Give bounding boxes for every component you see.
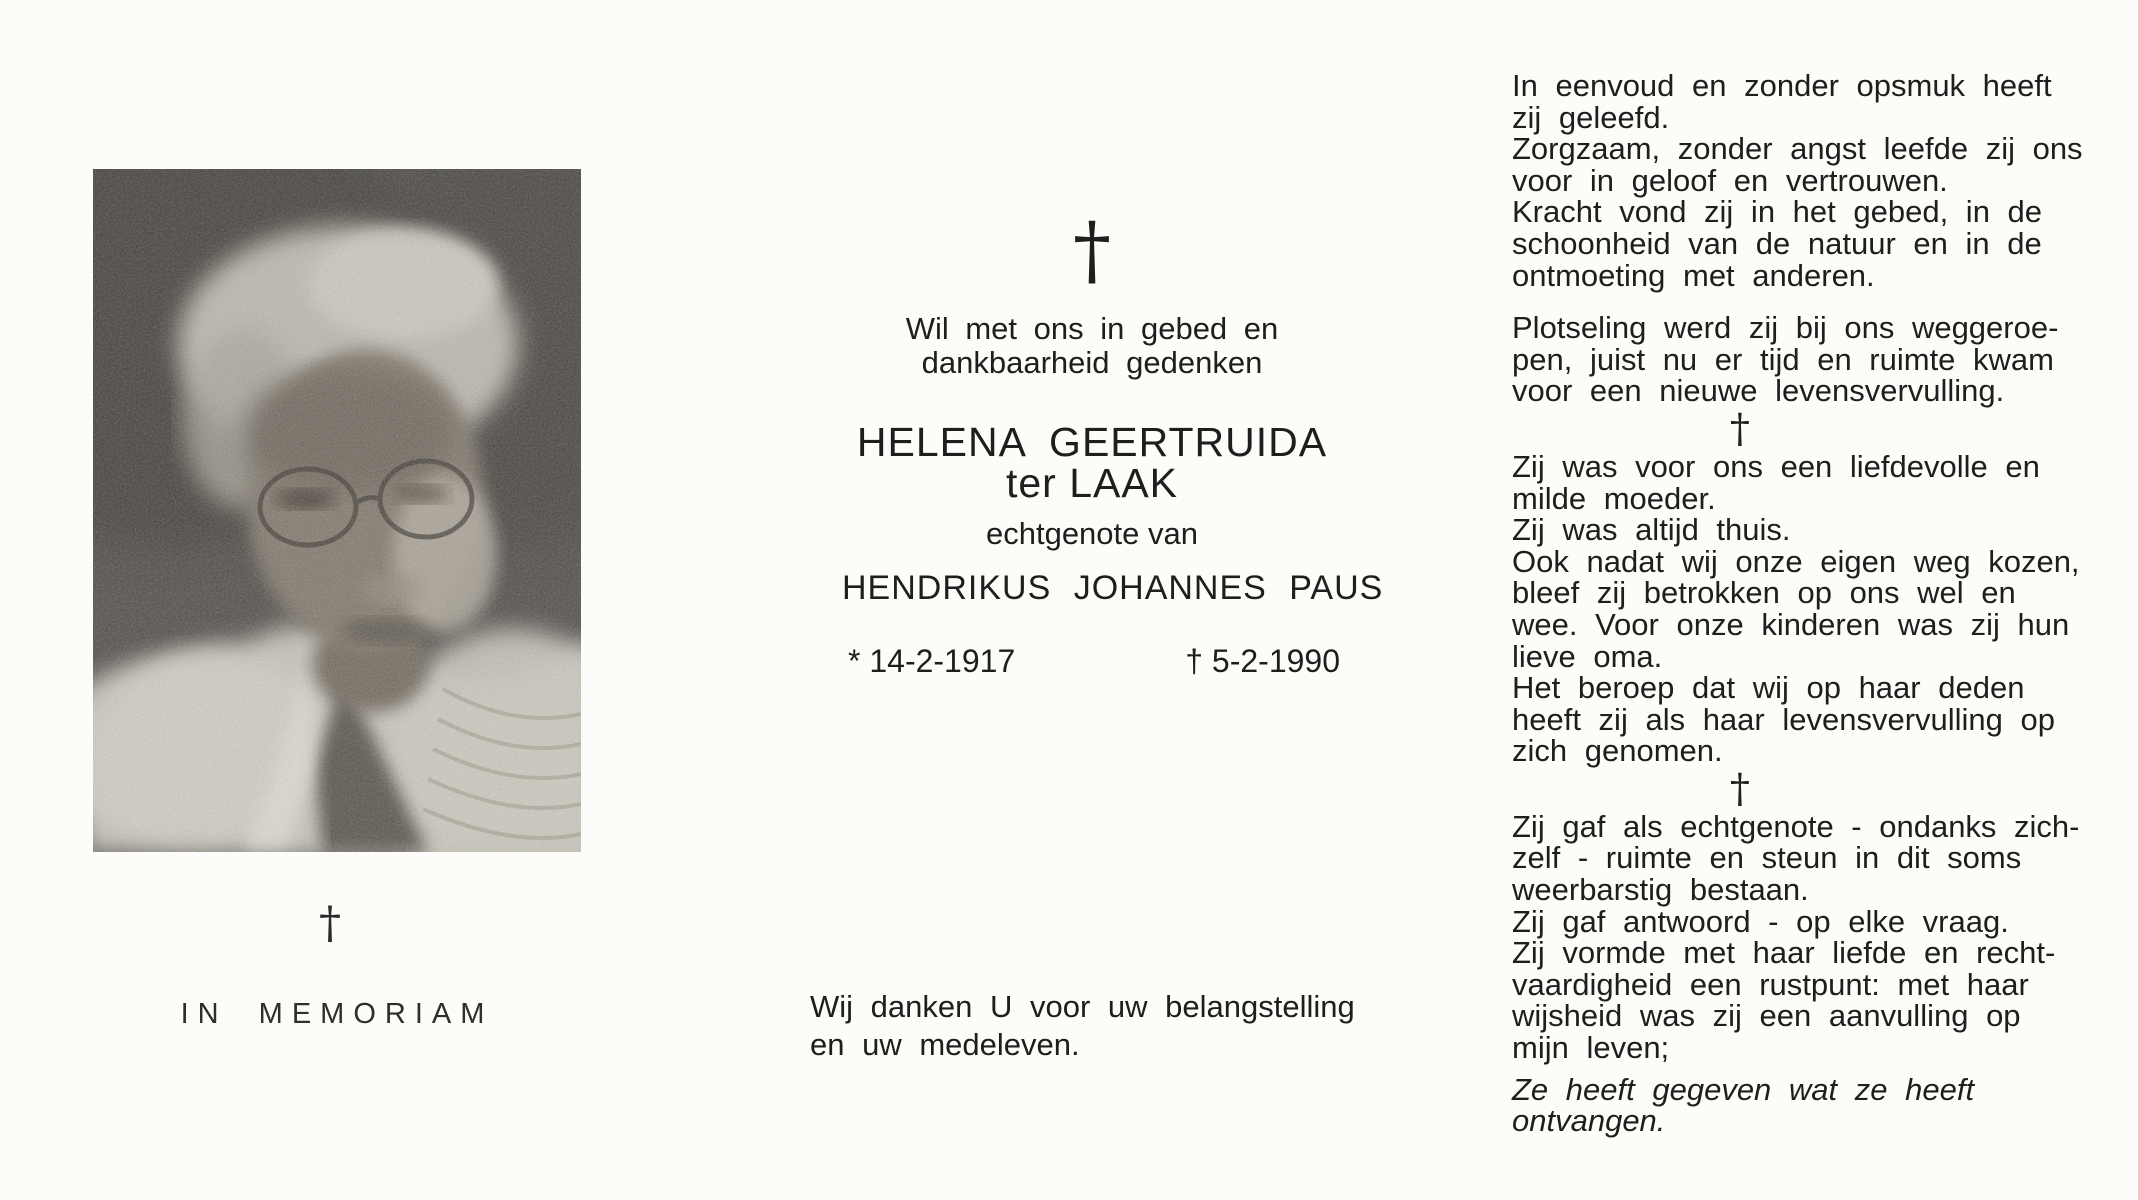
portrait-photo-graphic [93, 169, 581, 852]
paragraph [1512, 808, 2080, 1066]
death-date: † 5-2-1990 [1185, 643, 1340, 679]
text-line: Zij gaf antwoord - op elke vraag. [1512, 903, 2009, 939]
paragraph [1512, 1071, 2042, 1139]
invitation-line-1: Wil met ons in gebed en [905, 311, 1279, 346]
prayer-cross-icon: † [1073, 205, 1111, 294]
deceased-name-line-1: HELENA GEERTRUIDA [856, 419, 1328, 465]
thanks-line-1: Wij danken U voor uw belangstelling [810, 989, 1355, 1024]
invitation-line-2: dankbaarheid gedenken [921, 345, 1263, 380]
memorial-photo [93, 169, 581, 852]
inline-cross-icon: † [1729, 765, 1750, 812]
paragraph [1512, 310, 2059, 409]
text-line: mijn leven; [1512, 1030, 1670, 1066]
text-line: voor een nieuwe levensvervulling. [1512, 373, 2005, 409]
text-line: ontvangen. [1512, 1103, 1666, 1139]
text-line: milde moeder. [1512, 480, 1716, 516]
text-line: zich genomen. [1512, 733, 1723, 769]
text-line: bleef zij betrokken op ons wel en [1512, 575, 2016, 611]
text-line: wee. Voor onze kinderen was zij hun [1512, 606, 2070, 642]
text-line: schoonheid van de natuur en in de [1512, 225, 2042, 261]
text-line: heeft zij als haar levensvervulling op [1512, 701, 2055, 737]
text-line: lieve oma. [1512, 638, 1663, 674]
text-line: voor in geloof en vertrouwen. [1512, 162, 1948, 198]
text-line: Zorgzaam, zonder angst leefde zij ons [1512, 131, 2083, 167]
text-line: In eenvoud en zonder opsmuk heeft [1512, 68, 2052, 103]
life-dates-row [848, 643, 1340, 680]
text-line: Ook nadat wij onze eigen weg kozen, [1512, 543, 2080, 579]
relation-label: echtgenote van [985, 516, 1198, 551]
text-line: zij geleefd. [1512, 99, 1670, 135]
text-line: Het beroep dat wij op haar deden [1512, 670, 2025, 706]
text-line: weerbarstig bestaan. [1512, 872, 1809, 908]
text-line: pen, juist nu er tijd en ruimte kwam [1512, 341, 2054, 377]
paragraph [1512, 448, 2080, 769]
text-line: wijsheid was zij een aanvulling op [1512, 998, 2021, 1034]
text-line: vaardigheid een rustpunt: met haar [1512, 966, 2029, 1002]
text-line: Zij was altijd thuis. [1512, 512, 1791, 548]
text-line: zelf - ruimte en steun in dit soms [1512, 840, 2022, 876]
inline-cross-icon: † [1729, 405, 1750, 452]
paragraph [1512, 68, 2083, 293]
text-line: Zij vormde met haar liefde en recht- [1512, 935, 2056, 971]
text-line: Zij gaf als echtgenote - ondanks zich- [1512, 808, 2080, 844]
thanks-line-2: en uw medeleven. [810, 1027, 1080, 1062]
right-panel-text [1512, 68, 2083, 1139]
deceased-name-line-2: ter LAAK [1005, 460, 1179, 506]
text-line: Zij was voor ons een liefdevolle en [1512, 448, 2040, 484]
text-line: Kracht vond zij in het gebed, in de [1512, 194, 2043, 230]
thanks-note [810, 988, 1355, 1064]
text-line: Ze heeft gegeven wat ze heeft [1512, 1071, 1975, 1107]
birth-date: * 14-2-1917 [848, 643, 1016, 679]
text-line: Plotseling werd zij bij ons weggeroe- [1512, 310, 2059, 346]
spouse-name: HENDRIKUS JOHANNES PAUS [842, 569, 1384, 607]
text-line: ontmoeting met anderen. [1512, 257, 1875, 293]
memoriam-cross-icon: † [319, 898, 341, 949]
memoriam-title: IN MEMORIAM [180, 998, 494, 1030]
